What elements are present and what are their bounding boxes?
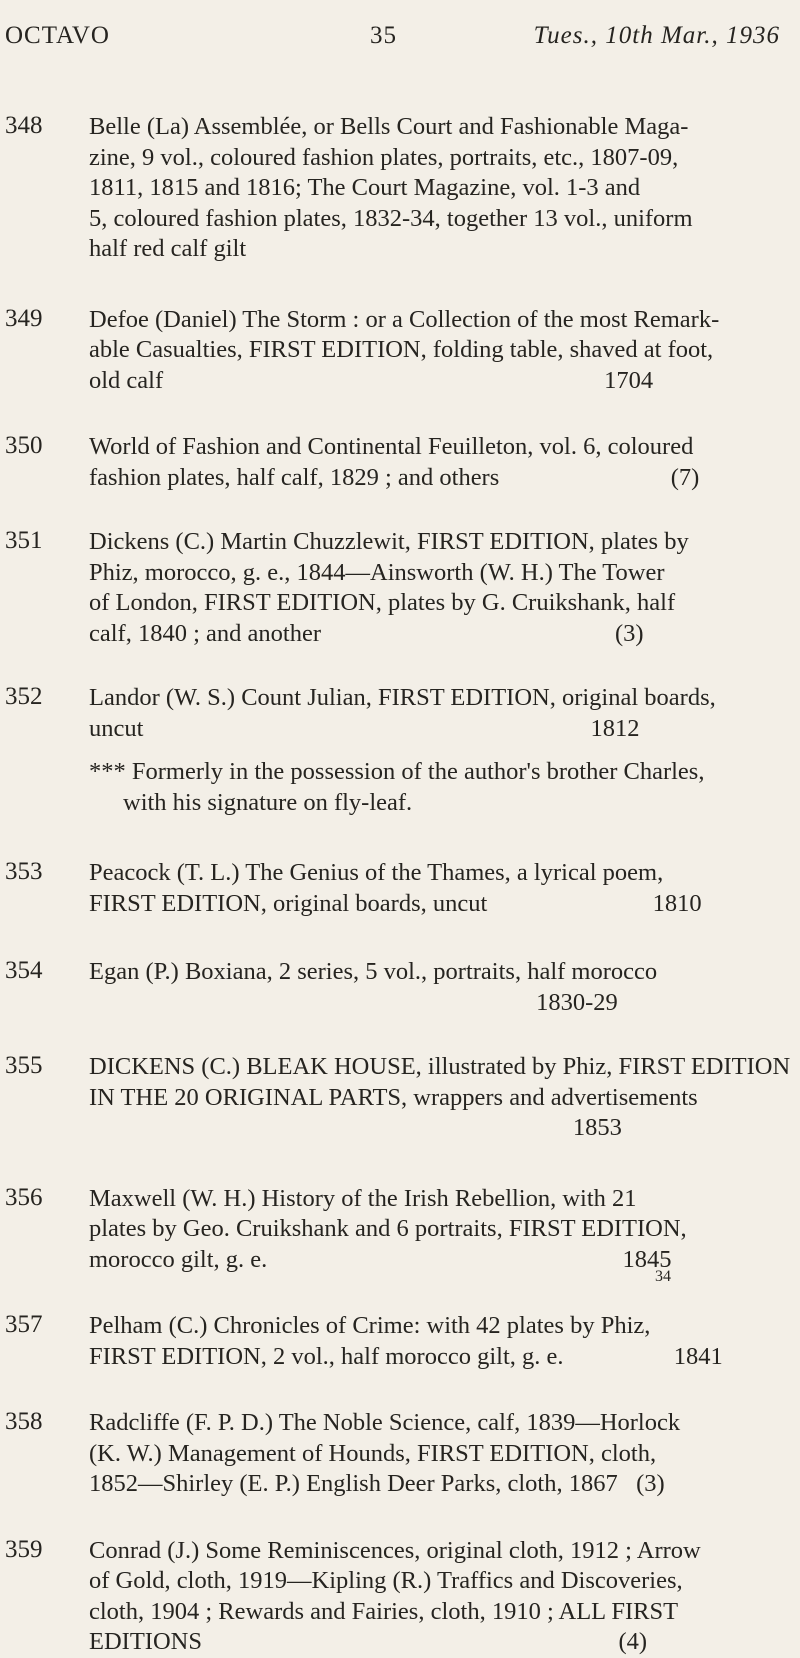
lot-description — [89, 1408, 778, 1500]
lot-description — [89, 527, 778, 649]
lot-number: 359 — [5, 1535, 43, 1563]
lot-entry — [0, 305, 800, 397]
lot-description — [89, 112, 778, 265]
lot-description — [89, 1052, 791, 1144]
lot-entry — [0, 432, 800, 493]
lot-description — [89, 1184, 778, 1276]
lot-line: of Gold, cloth, 1919—Kipling (R.) Traffics and Discoveries, — [89, 1567, 683, 1594]
lot-line: calf, 1840 ; and another (3) — [89, 619, 644, 647]
lot-line: Conrad (J.) Some Reminiscences, original cloth, 1912 ; Arrow — [89, 1536, 701, 1564]
lot-line: Egan (P.) Boxiana, 2 series, 5 vol., portraits, half morocco — [89, 958, 658, 985]
lot-note — [89, 757, 778, 818]
lot-entry — [0, 527, 800, 649]
lot-line: zine, 9 vol., coloured fashion plates, portraits, etc., 1807-09, — [89, 143, 679, 171]
lot-line: Peacock (T. L.) The Genius of the Thames, a lyrical poem, — [89, 859, 664, 886]
lot-line: 1852—Shirley (E. P.) English Deer Parks, cloth, 1867 (3) — [89, 1470, 665, 1497]
lot-line: plates by Geo. Cruikshank and 6 portraits, FIRST EDITION, — [89, 1215, 687, 1242]
lot-number: 350 — [5, 432, 43, 459]
lot-line: 1811, 1815 and 1816; The Court Magazine, vol. 1-3 and — [89, 174, 641, 201]
lot-number: 353 — [5, 858, 43, 885]
lot-line: half red calf gilt — [89, 235, 247, 262]
lot-entry — [0, 858, 800, 919]
note-line: *** Formerly in the possession of the author's brother Charles, — [89, 758, 705, 785]
lot-line: Defoe (Daniel) The Storm : or a Collection of the most Remark- — [89, 305, 720, 333]
lot-line: morocco gilt, g. e. 1845 — [89, 1245, 672, 1273]
lot-line: FIRST EDITION, original boards, uncut 1810 — [89, 889, 702, 917]
lot-number: 351 — [5, 527, 43, 554]
section-label: OCTAVO — [5, 22, 110, 49]
lot-description — [89, 1536, 778, 1658]
lot-entry — [0, 1184, 800, 1276]
lot-entry — [0, 683, 800, 818]
footer-mark: 34 — [655, 1268, 671, 1285]
lot-entry — [0, 1052, 800, 1144]
lot-line: of London, FIRST EDITION, plates by G. Cruikshank, half — [89, 589, 676, 616]
lot-number: 357 — [5, 1311, 43, 1338]
page-number: 35 — [370, 22, 397, 49]
lot-line: Dickens (C.) Martin Chuzzlewit, FIRST EDITION, plates by — [89, 528, 689, 555]
lot-line: 1830-29 — [89, 988, 618, 1016]
lot-list — [0, 76, 800, 1658]
lot-line: uncut 1812 — [89, 714, 640, 742]
lot-line: World of Fashion and Continental Feuilleton, vol. 6, coloured — [89, 433, 694, 460]
lot-description — [89, 683, 778, 744]
lot-entry — [0, 957, 800, 1018]
lot-line: Phiz, morocco, g. e., 1844—Ainsworth (W. H.) The Tower — [89, 558, 665, 586]
lot-entry — [0, 1536, 800, 1658]
lot-line: Maxwell (W. H.) History of the Irish Rebellion, with 21 — [89, 1184, 637, 1212]
lot-number: 356 — [5, 1183, 43, 1211]
lot-line: able Casualties, FIRST EDITION, folding table, shaved at foot, — [89, 336, 714, 363]
lot-number: 358 — [5, 1408, 43, 1435]
lot-description — [89, 305, 778, 397]
lot-line: Landor (W. S.) Count Julian, FIRST EDITION, original boards, — [89, 684, 716, 711]
lot-number: 349 — [5, 304, 43, 332]
lot-line: (K. W.) Management of Hounds, FIRST EDITION, cloth, — [89, 1439, 657, 1467]
lot-line: IN THE 20 ORIGINAL PARTS, wrappers and advertisements — [89, 1083, 698, 1111]
lot-description — [89, 957, 778, 1018]
sale-date: Tues., 10th Mar., 1936 — [533, 22, 780, 49]
lot-line: Belle (La) Assemblée, or Bells Court and Fashionable Maga- — [89, 113, 689, 140]
lot-description — [89, 432, 778, 493]
lot-line: fashion plates, half calf, 1829 ; and others (7) — [89, 463, 700, 491]
lot-line: 5, coloured fashion plates, 1832-34, together 13 vol., uniform — [89, 204, 693, 232]
lot-entry — [0, 1311, 800, 1372]
lot-line: cloth, 1904 ; Rewards and Fairies, cloth, 1910 ; ALL FIRST — [89, 1597, 679, 1625]
lot-description — [89, 858, 778, 919]
note-line: with his signature on fly-leaf. — [123, 788, 413, 816]
lot-entry — [0, 112, 800, 265]
lot-entry — [0, 1408, 800, 1500]
lot-number: 348 — [5, 112, 43, 139]
lot-number: 352 — [5, 683, 43, 710]
page-header — [0, 22, 800, 62]
lot-number: 355 — [5, 1052, 43, 1079]
lot-line: 1853 — [89, 1114, 622, 1141]
lot-line: Pelham (C.) Chronicles of Crime: with 42 plates by Phiz, — [89, 1312, 651, 1339]
lot-description — [89, 1311, 778, 1372]
lot-number: 354 — [5, 957, 43, 984]
lot-line: DICKENS (C.) BLEAK HOUSE, illustrated by Phiz, FIRST EDITION — [89, 1053, 791, 1080]
lot-line: EDITIONS (4) — [89, 1628, 648, 1655]
lot-line: old calf 1704 — [89, 366, 654, 394]
lot-line: Radcliffe (F. P. D.) The Noble Science, calf, 1839—Horlock — [89, 1409, 681, 1436]
lot-line: FIRST EDITION, 2 vol., half morocco gilt, g. e. 1841 — [89, 1342, 723, 1370]
